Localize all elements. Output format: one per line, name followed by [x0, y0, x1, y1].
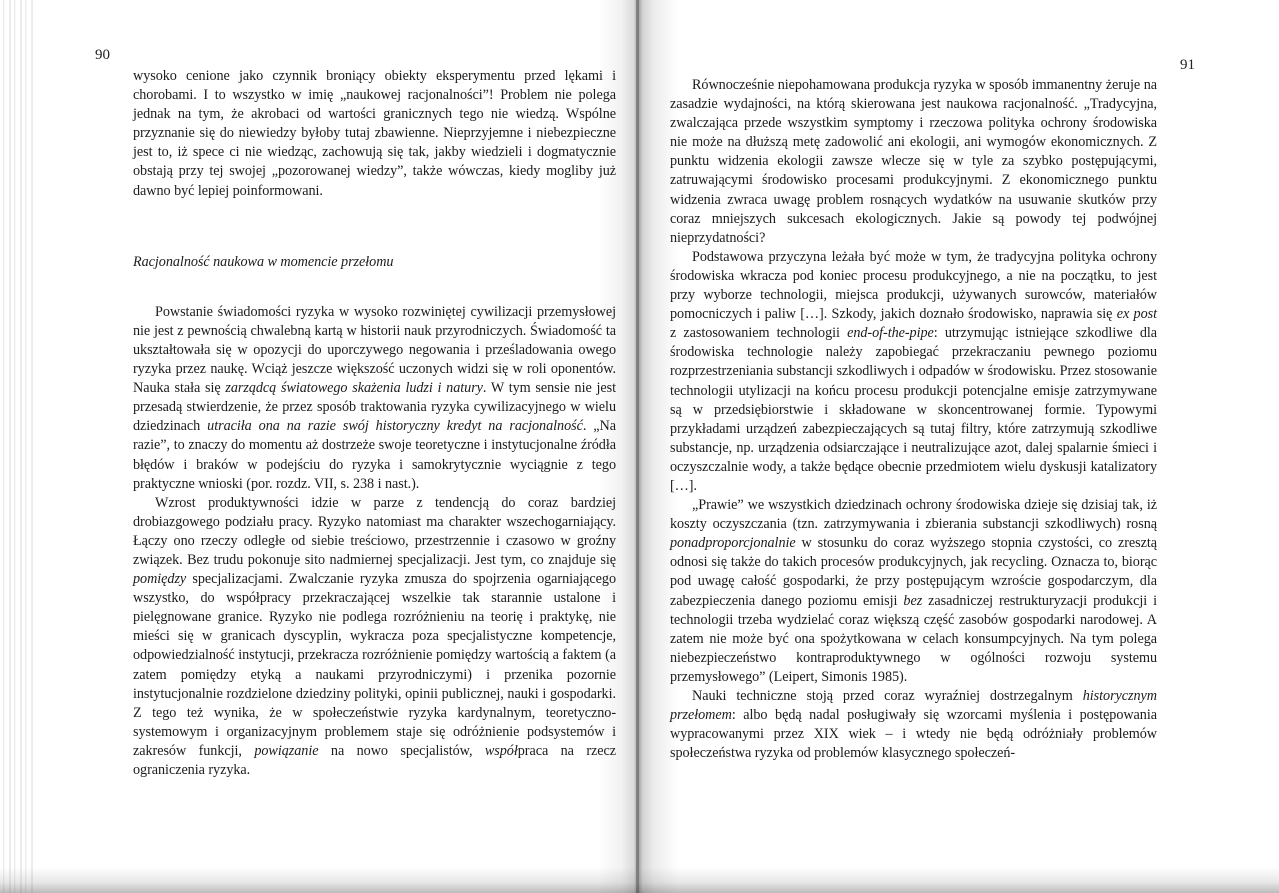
text-run: w stosunku do coraz wyższego stopnia czystości, co zresztą odnosi się także do takich procesów produkcyjnych, jak recycling. Oznacza to, biorąc pod uwagę całość gospodarki, że przy postępującym wzroście gospodarczym, dla zabezpieczenia danego poziomu emisji	[670, 535, 1157, 609]
italic-text: powiązanie	[254, 742, 319, 759]
text-run: . W tym sensie nie jest przesadą stwierdzenie, że przez sposób traktowania ryzyka cywilizacyjnego w wielu dziedzinach	[133, 380, 616, 435]
text-run: Powstanie świadomości ryzyka w wysoko rozwiniętej cywilizacji przemysłowej nie jest z pewnością chwalebną kartą w historii nauk przyrodniczych. Świadomość ta ukształtowała się w opozycji do uporczywego negowania i prześladowania owego ryzyka przez naukę. Wciąż jeszcze większość uczonych widzi się w roli oponentów. Nauka stała się	[133, 303, 616, 397]
text-run: : utrzymując istniejące szkodliwe dla środowiska technologie należy zapobiegać przekraczaniu pewnego poziomu rozprzestrzeniania substancji szkodliwych i odpadów w środowisku. Przez stosowanie technologii utylizacji na końcu procesu produkcji potencjalne emisje zatrzymywane są w przedsiębiorstwie i składowane w skoncentrowanej formie. Typowymi przykładami urządzeń zabezpieczających są tutaj filtry, które zatrzymują szkodliwe substancje, np. urządzenia odsiarczające i neutralizujące azot, dalej spalarnie śmieci i oczyszczalnie wody, a także będące obecnie przedmiotem wielu dyskusji katalizatory […].	[670, 325, 1158, 494]
italic-text: historycznym przełomem	[670, 688, 1157, 724]
paragraph	[670, 687, 1157, 763]
italic-text: bez	[903, 592, 923, 609]
paragraph	[670, 248, 1157, 496]
text-run: Podstawowa przyczyna leżała być może w tym, że tradycyjna polityka ochrony środowiska wkracza pod koniec procesu produkcyjnego, a nie na początku, to jest przy wyborze technologii, miejsca produkcji, używanych surowców, materiałów pomocniczych i paliw […]. Szkody, jakich doznało środowisko, naprawia się	[670, 248, 1157, 323]
paragraph	[133, 67, 616, 201]
text-run: Wzrost produktywności idzie w parze z tendencją do coraz bardziej drobiazgowego podziału pracy. Ryzyko natomiast ma charakter wszechogarniający. Łączy ono rzeczy odległe od siebie treściowo, przestrzennie i czasowo w groźny związek. Bez trudu pokonuje sito nadmiernej specjalizacji. Jest tym, co znajduje się	[133, 494, 616, 568]
right-page-paragraphs	[670, 76, 1157, 763]
text-run: praca na rzecz ograniczenia ryzyka.	[133, 742, 616, 778]
text-run: „Prawie” we wszystkich dziedzinach ochrony środowiska dzieje się dzisiaj tak, iż koszty oczyszczania (tzn. zatrzymywania i zbierania substancji szkodliwych) rosną	[670, 497, 1157, 533]
paragraph	[133, 303, 616, 494]
page-number-right: 91	[1180, 57, 1195, 73]
text-run: Równocześnie niepohamowana produkcja ryzyka w sposób immanentny żeruje na zasadzie wydajności, na którą skierowana jest naukowa racjonalność. „Tradycyjna, zwalczająca przede wszystkim symptomy i rzeczowa polityka ochrony środowiska nie może na dłuższą metę zadowolić ani ekologii, ani wymogów ekonomicznych. Z punktu widzenia ekologii zawsze wlecze się w tyle za szybko postępującymi, zatruwającymi środowisko procesami produkcyjnymi. Z ekonomicznego punktu widzenia zwraca uwagę problem rosnących wydatków na usuwanie skutków przy coraz mniejszych sukcesach ekologicznych. Jakie są powody tej podwójnej nieprzydatności?	[670, 77, 1157, 246]
text-run: : albo będą nadal posługiwały się wzorcami myślenia i postępowania wypracowanymi przez XIX wiek – i wtedy nie będą odróżniały problemów społeczeństwa ryzyka od problemów klasycznego społeczeń-	[670, 707, 1157, 762]
gutter-fold-line	[636, 0, 639, 893]
text-run: z zastosowaniem technologii	[670, 325, 848, 342]
paragraph	[133, 494, 616, 780]
left-page-text	[133, 67, 616, 780]
text-run: wysoko cenione jako czynnik broniący obiekty eksperymentu przed lękami i chorobami. I to wszystko w imię „naukowej racjonalności”! Problem nie polega jednak na tym, że akrobaci od wartości granicznych tego nie wiedzą. Wspólne przyznanie się do niewiedzy byłoby tutaj zbawienne. Nieprzyjemne i niebezpieczne jest to, iż spece ci nie wiedząc, zachowują się tak, jakby wiedzieli i dogmatycznie obstają przy tej swojej „pozorowanej wiedzy”, także wówczas, kiedy mogliby już dawno być lepiej poinformowani.	[133, 68, 616, 199]
paragraph	[670, 76, 1157, 248]
italic-text: end-of-the-pipe	[847, 325, 934, 342]
italic-text: ponadproporcjonalnie	[670, 535, 796, 552]
left-page-bottom-paragraphs	[133, 303, 616, 780]
text-run: . „Na razie”, to znaczy do momentu aż dostrzeże swoje teoretyczne i instytucjonalne źródła błędów i braków w podejściu do ryzyka i samokrytycznie wyciągnie z tego praktyczne wnioski (por. rozdz. VII, s. 238 i nast.).	[133, 418, 616, 492]
text-run: specjalizacjami. Zwalczanie ryzyka zmusza do spojrzenia ogarniającego wszystko, do współpracy przekraczającej wszelkie tak starannie ustalone i pielęgnowane granice. Ryzyko nie podlega rozróżnieniu na teorię i praktykę, nie mieści się w granicach dyscyplin, wykracza poza specjalistyczne kompetencje, odpowiedzialność instytucji, przekracza rozróżnienie pomiędzy wartością a faktem (a zatem pomiędzy etyką a naukami przyrodniczymi) i przenika pozornie instytucjonalnie rozdzielone dziedziny polityki, opinii publicznej, nauki i gospodarki. Z tego też wynika, że w społeczeństwie ryzyka kardynalnym, teoretyczno-systemowym i organizacyjnym problemem staje się odróżnienie podsystemów i zakresów funkcji,	[133, 571, 616, 759]
text-run: Nauki techniczne stoją przed coraz wyraźniej dostrzegalnym	[692, 688, 1083, 704]
italic-text: zarządcą światowego skażenia ludzi i natury	[225, 380, 483, 397]
page-number-left: 90	[95, 47, 110, 63]
paragraph	[670, 496, 1157, 687]
text-run: zasadniczej restrukturyzacji produkcji i technologii trzeba wydzielać coraz większą część zasobów gospodarki narodowej. A zatem nie może być ona spożytkowana w celach konsumpcyjnych. Na tym polega niebezpieczeństwo kontraproduktywnego w ogólności rozwoju systemu przemysłowego” (Leipert, Simonis 1985).	[670, 592, 1157, 685]
section-heading: Racjonalność naukowa w momencie przełomu	[133, 253, 394, 270]
text-run: na nowo specjalistów,	[318, 742, 485, 759]
italic-text: współ	[484, 742, 518, 759]
left-page-top-paragraphs	[133, 67, 616, 201]
right-page-text	[670, 76, 1157, 763]
scan-bottom-shadow	[0, 867, 1279, 893]
scan-edge-artifact	[0, 0, 34, 893]
italic-text: utraciła ona na razie swój historyczny kredyt na racjonalność	[207, 418, 583, 435]
italic-text: pomiędzy	[133, 571, 187, 588]
italic-text: ex post	[1116, 306, 1157, 323]
